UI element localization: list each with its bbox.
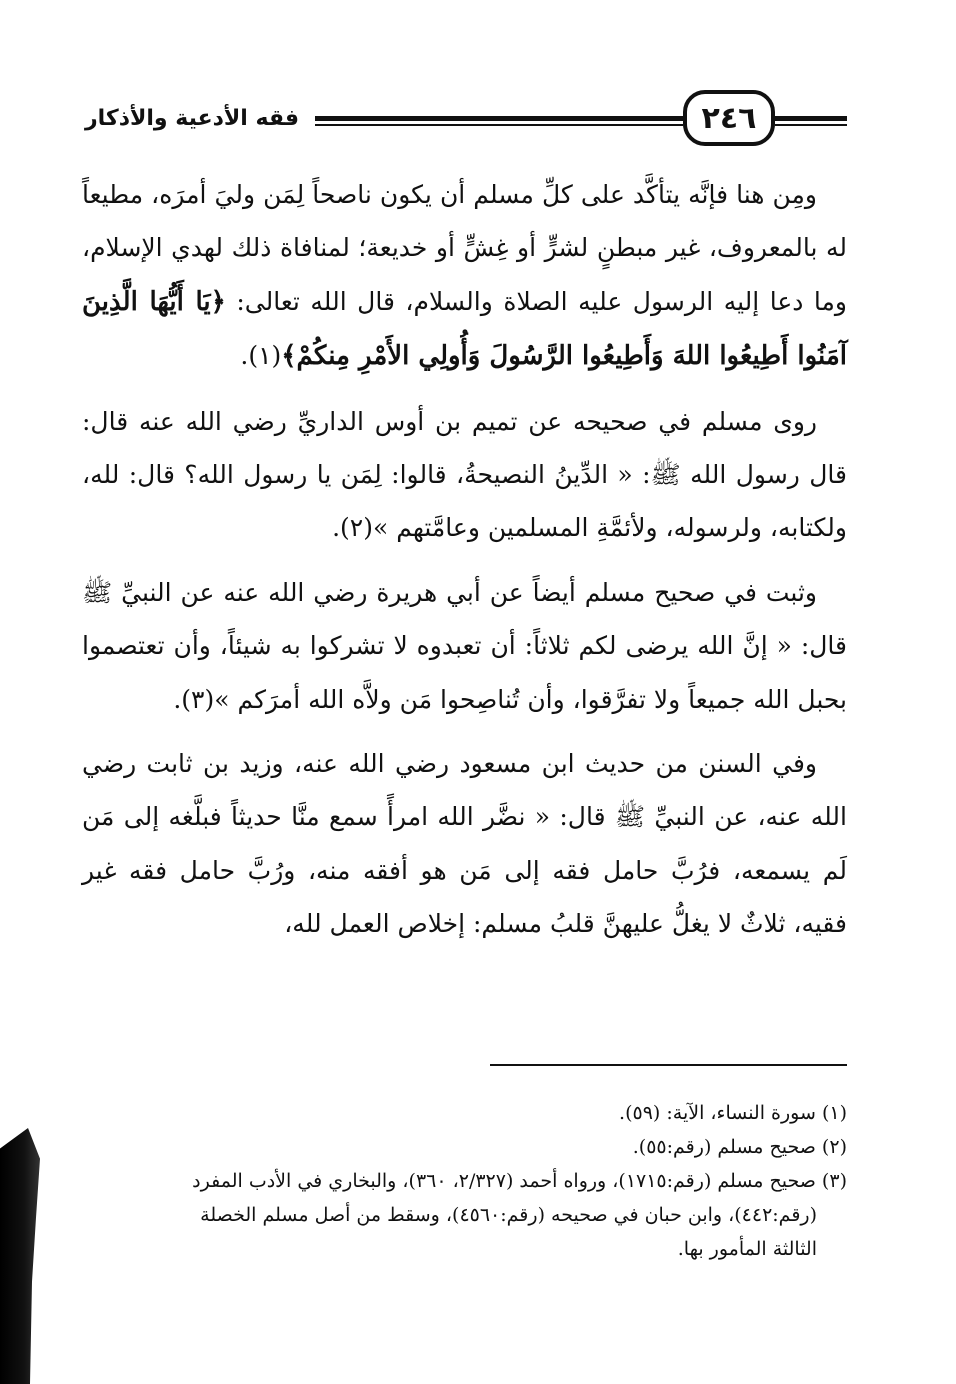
- book-title: فقه الأدعية والأذكار: [85, 106, 300, 131]
- quran-verse: ﴿يَا أَيُّهَا الَّذِينَ آمَنُوا أَطِيعُوا اللهَ وَأَطِيعُوا الرَّسُولَ وَأُولِي الأَمْرِ مِنكُمْ﴾: [82, 286, 847, 372]
- header-rule-right: [775, 116, 847, 121]
- footnote-ref-1: (١).: [240, 341, 282, 371]
- footnote-3-line-2: (رقم:٤٤٢)، وابن حبان في صحيحه (رقم:٤٥٦٠)، وسقط من أصل مسلم الخصلة: [200, 1204, 817, 1226]
- footnote-divider: [490, 1064, 847, 1066]
- paragraph-3-text: وثبت في صحيح مسلم أيضاً عن أبي هريرة رضي الله عنه عن النبيِّ ﷺ قال: « إنَّ الله يرضى لكم ثلاثاً: أن تعبدوه لا تشركوا به شيئاً، وأن تعتصموا بحبل الله جميعاً ولا تفرَّقوا، وأن تُناصِحوا مَن ولاَّه الله أمرَكم »: [82, 577, 847, 714]
- footnote-ref-3: (٣).: [173, 684, 215, 714]
- page-number: ٢٤٦: [683, 90, 775, 146]
- footnotes: [82, 1096, 847, 1266]
- footnote-1: (١) سورة النساء، الآية: (٥٩).: [619, 1102, 847, 1124]
- footnote-3-line-1: (٣) صحيح مسلم (رقم:١٧١٥)، ورواه أحمد (٢/٣٢٧، ٣٦٠)، والبخاري في الأدب المفرد: [192, 1170, 847, 1192]
- header-rule-right-thin: [775, 124, 847, 126]
- paragraph-2: [82, 395, 847, 555]
- paragraph-1: [82, 168, 847, 384]
- paragraph-4: [82, 737, 847, 951]
- paragraph-1-text: ومِن هنا فإنَّه يتأكَّد على كلِّ مسلم أن يكون ناصحاً لِمَن وليَ أمرَه، مطيعاً له بالمعروف، غير مبطنٍ لشرٍّ أو غِشٍّ أو خديعة؛ لمنافاة ذلك لهدي الإسلام، وما دعا إليه الرسول عليه الصلاة والسلام، قال الله تعالى:: [82, 180, 847, 316]
- footnote-2: (٢) صحيح مسلم (رقم:٥٥).: [632, 1136, 847, 1158]
- main-text: [82, 168, 847, 951]
- paragraph-3: [82, 566, 847, 726]
- paragraph-4-text: وفي السنن من حديث ابن مسعود رضي الله عنه، وزيد بن ثابت رضي الله عنه، عن النبيِّ ﷺ قال: « نضَّر الله امرأً سمع منَّا حديثاً فبلَّغه إلى مَن لَم يسمعه، فرُبَّ حامل فقه إلى مَن هو أفقه منه، ورُبَّ حامل فقه غير فقيه، ثلاثٌ لا يغلُّ عليهنَّ قلبُ مسلم: إخلاص العمل لله،: [82, 749, 847, 939]
- scan-edge-shadow: [0, 1128, 40, 1384]
- header-rule-left: [315, 116, 683, 121]
- header-rule-left-thin: [315, 124, 683, 126]
- paragraph-2-text: روى مسلم في صحيحه عن تميم بن أوس الداريِّ رضي الله عنه قال: قال رسول الله ﷺ: « الدِّينُ النصيحةُ، قالوا: لِمَن يا رسول الله؟ قال: لله، ولكتابه، ولرسوله، ولأئمَّةِ المسلمين وعامَّتهم »: [82, 406, 847, 543]
- footnote-3-line-3: الثالثة المأمور بها.: [677, 1238, 817, 1260]
- footnote-ref-2: (٢).: [332, 513, 373, 543]
- page-header: [85, 86, 847, 156]
